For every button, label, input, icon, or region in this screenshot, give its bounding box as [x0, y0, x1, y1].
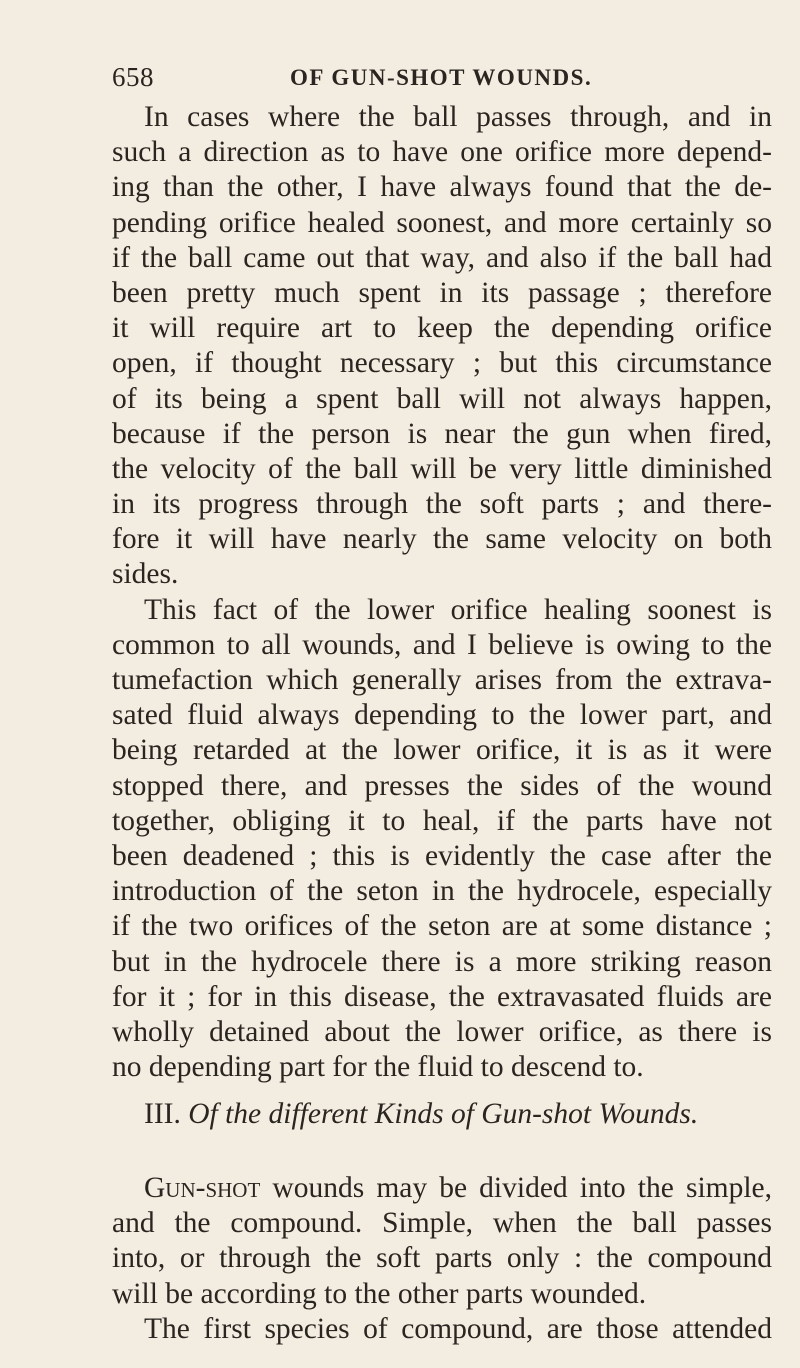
text-line: being retarded at the lower orifice, it is as it were — [112, 734, 772, 767]
text-line: This fact of the lower orifice healing soonest is — [144, 593, 772, 626]
text-line: such a direction as to have one orifice more depend- — [112, 136, 772, 169]
text-line: into, or through the soft parts only : the compound — [112, 1242, 772, 1275]
text-line: in its progress through the soft parts ; and there- — [112, 488, 772, 521]
text-line: been deadened ; this is evidently the case after the — [112, 839, 772, 872]
text-line: but in the hydrocele there is a more striking reason — [112, 945, 772, 978]
text-fragment: wounds may be divided into the simple, — [260, 1172, 772, 1204]
text-line: pending orifice healed soonest, and more certainly so — [112, 206, 772, 239]
lead-word: Gun-shot — [144, 1172, 261, 1204]
section-heading — [144, 1096, 772, 1132]
page-number: 658 — [112, 62, 154, 92]
text-line — [112, 1171, 772, 1206]
text-line: the velocity of the ball will be very little diminished — [112, 452, 772, 485]
text-line: stopped there, and presses the sides of the wound — [112, 769, 772, 802]
text-line: of its being a spent ball will not always happen, — [112, 382, 772, 415]
text-line: ing than the other, I have always found that the de- — [112, 171, 772, 204]
section-numeral: III. — [144, 1098, 181, 1130]
text-line: together, obliging it to heal, if the parts have not — [112, 804, 772, 837]
text-line: for it ; for in this disease, the extravasated fluids are — [112, 980, 772, 1013]
text-line: wholly detained about the lower orifice, as there is — [112, 1015, 772, 1048]
body-text — [112, 100, 772, 1085]
text-line: common to all wounds, and I believe is owing to the — [112, 628, 772, 661]
text-line: In cases where the ball passes through, and in — [144, 101, 772, 133]
text-line: because if the person is near the gun when fired, — [112, 417, 772, 450]
text-line: sides. — [112, 558, 179, 591]
text-line: been pretty much spent in its passage ; therefore — [112, 276, 772, 309]
text-line: introduction of the seton in the hydrocele, especially — [112, 875, 772, 908]
text-line: and the compound. Simple, when the ball passes — [112, 1207, 772, 1240]
text-line: if the two orifices of the seton are at some distance ; — [112, 910, 772, 943]
page-header — [112, 62, 772, 98]
text-line: The first species of compound, are those attended — [144, 1312, 772, 1345]
section-title: Of the different Kinds of Gun-shot Wounds. — [188, 1098, 699, 1130]
body-text-continued — [112, 1171, 772, 1347]
text-line: sated fluid always depending to the lower part, and — [112, 699, 772, 732]
text-line: will be according to the other parts wounded. — [112, 1277, 647, 1310]
text-line: open, if thought necessary ; but this circumstance — [112, 347, 772, 380]
text-line: tumefaction which generally arises from the extrava- — [112, 664, 772, 696]
text-line: fore it will have nearly the same velocity on both — [112, 523, 772, 556]
running-title: OF GUN-SHOT WOUNDS. — [290, 65, 593, 90]
text-line: no depending part for the fluid to descend to. — [112, 1051, 644, 1084]
text-line: if the ball came out that way, and also if the ball had — [112, 241, 772, 274]
text-line: it will require art to keep the depending orifice — [112, 312, 772, 345]
